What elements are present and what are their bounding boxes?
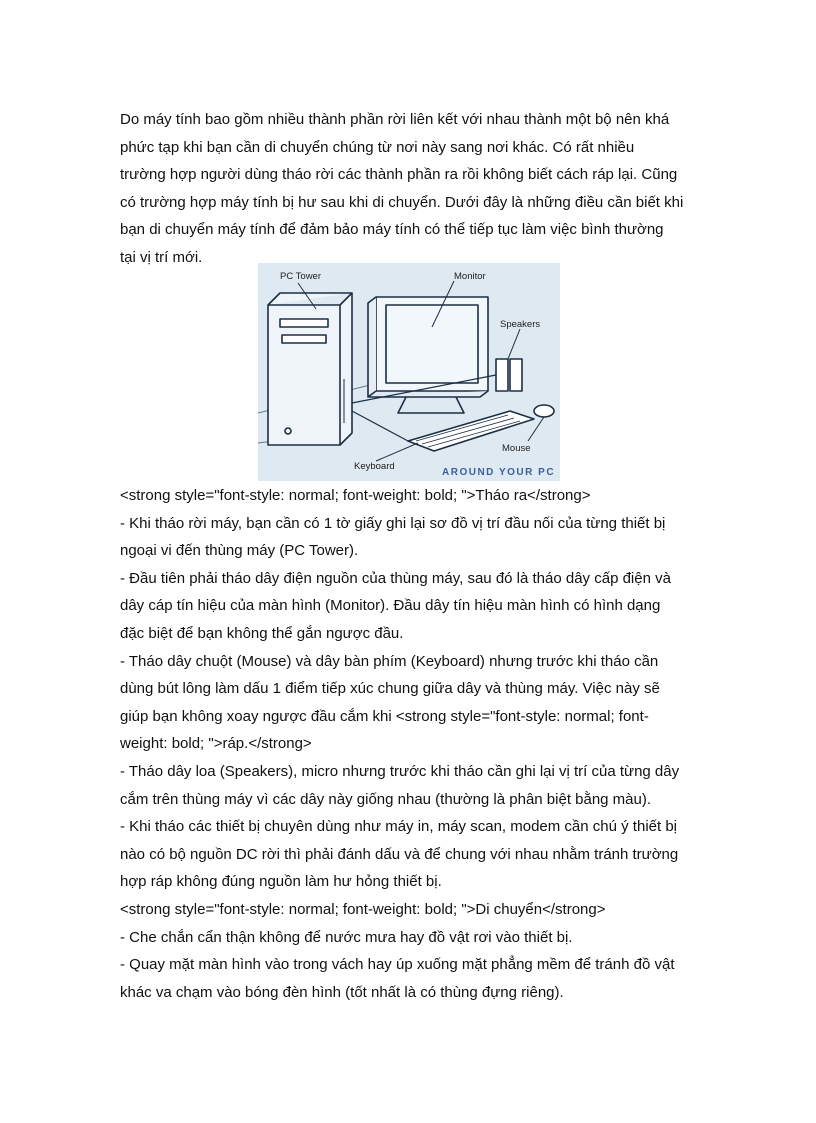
body-line: weight: bold; ">ráp.</strong>	[120, 735, 312, 753]
leader-speakers	[508, 329, 520, 359]
body-line: hợp ráp không đúng nguồn làm hư hỏng thiết bị.	[120, 873, 442, 891]
label-speakers: Speakers	[500, 319, 541, 330]
body-line: đặc biệt để bạn không thể gắn ngược đầu.	[120, 624, 404, 642]
intro-line: bạn di chuyển máy tính để đảm bảo máy tính có thể tiếp tục làm việc bình thường	[120, 221, 664, 239]
body-line: dùng bút lông làm dấu 1 điểm tiếp xúc chung giữa dây và thùng máy. Việc này sẽ	[120, 680, 660, 698]
speaker-right	[510, 359, 522, 391]
intro-paragraph	[120, 106, 702, 272]
monitor-stand	[398, 397, 464, 413]
pc-diagram	[258, 263, 560, 481]
intro-line: phức tạp khi bạn cần di chuyển chúng từ nơi này sang nơi khác. Có rất nhiều	[120, 138, 635, 156]
section-heading-line: <strong style="font-style: normal; font-weight: bold; ">Di chuyển</strong>	[120, 900, 606, 918]
body-line: - Tháo dây chuột (Mouse) và dây bàn phím (Keyboard) nhưng trước khi tháo cần	[120, 652, 659, 670]
mouse-shape	[534, 405, 554, 417]
label-keyboard: Keyboard	[354, 461, 395, 472]
label-mouse: Mouse	[502, 443, 531, 454]
pc-tower-shape	[268, 293, 352, 445]
monitor-shape	[376, 297, 488, 391]
label-pc-tower: PC Tower	[280, 271, 322, 282]
body-line: - Khi tháo các thiết bị chuyên dùng như máy in, máy scan, modem cần chú ý thiết bị	[120, 818, 677, 836]
body-line: - Tháo dây loa (Speakers), micro nhưng trước khi tháo cần ghi lại vị trí của từng dây	[120, 762, 680, 780]
leader-keyboard	[376, 443, 418, 461]
body-line: - Khi tháo rời máy, bạn cần có 1 tờ giấy ghi lại sơ đồ vị trí đầu nối của từng thiết bị	[120, 514, 666, 532]
body-line: cắm trên thùng máy vì các dây này giống nhau (thường là phân biệt bằng màu).	[120, 790, 652, 808]
figure-caption: AROUND YOUR PC	[442, 467, 556, 478]
body-paragraphs	[120, 482, 702, 1006]
label-monitor: Monitor	[454, 271, 486, 282]
body-line: - Đầu tiên phải tháo dây điện nguồn của thùng máy, sau đó là tháo dây cấp điện và	[120, 569, 671, 587]
body-line: giúp bạn không xoay ngược đầu cắm khi <strong style="font-style: normal; font-	[120, 707, 649, 725]
body-line: khác va chạm vào bóng đèn hình (tốt nhất là có thùng đựng riêng).	[120, 983, 564, 1001]
body-line: - Che chắn cẩn thận không để nước mưa hay đồ vật rơi vào thiết bị.	[120, 928, 573, 946]
drive-bay	[280, 319, 328, 327]
pc-diagram-figure	[258, 263, 560, 481]
intro-line: trường hợp người dùng tháo rời các thành phần ra rồi không biết cách ráp lại. Cũng	[120, 166, 678, 184]
body-line: dây cáp tín hiệu của màn hình (Monitor). Đầu dây tín hiệu màn hình có hình dạng	[120, 597, 661, 615]
speaker-left	[496, 359, 508, 391]
section-heading-line: <strong style="font-style: normal; font-weight: bold; ">Tháo ra</strong>	[120, 487, 591, 504]
body-line: nào có bộ nguồn DC rời thì phải đánh dấu và để chung với nhau nhằm tránh trường	[120, 845, 679, 863]
body-line: - Quay mặt màn hình vào trong vách hay úp xuống mặt phẳng mềm để tránh đồ vật	[120, 956, 675, 974]
body-line: ngoại vi đến thùng máy (PC Tower).	[120, 542, 359, 560]
intro-line: Do máy tính bao gồm nhiều thành phần rời liên kết với nhau thành một bộ nên khá	[120, 111, 670, 128]
intro-line: tại vị trí mới.	[120, 248, 203, 266]
intro-line: có trường hợp máy tính bị hư sau khi di chuyển. Dưới đây là những điều cần biết khi	[120, 193, 684, 211]
floppy-bay	[282, 335, 326, 343]
